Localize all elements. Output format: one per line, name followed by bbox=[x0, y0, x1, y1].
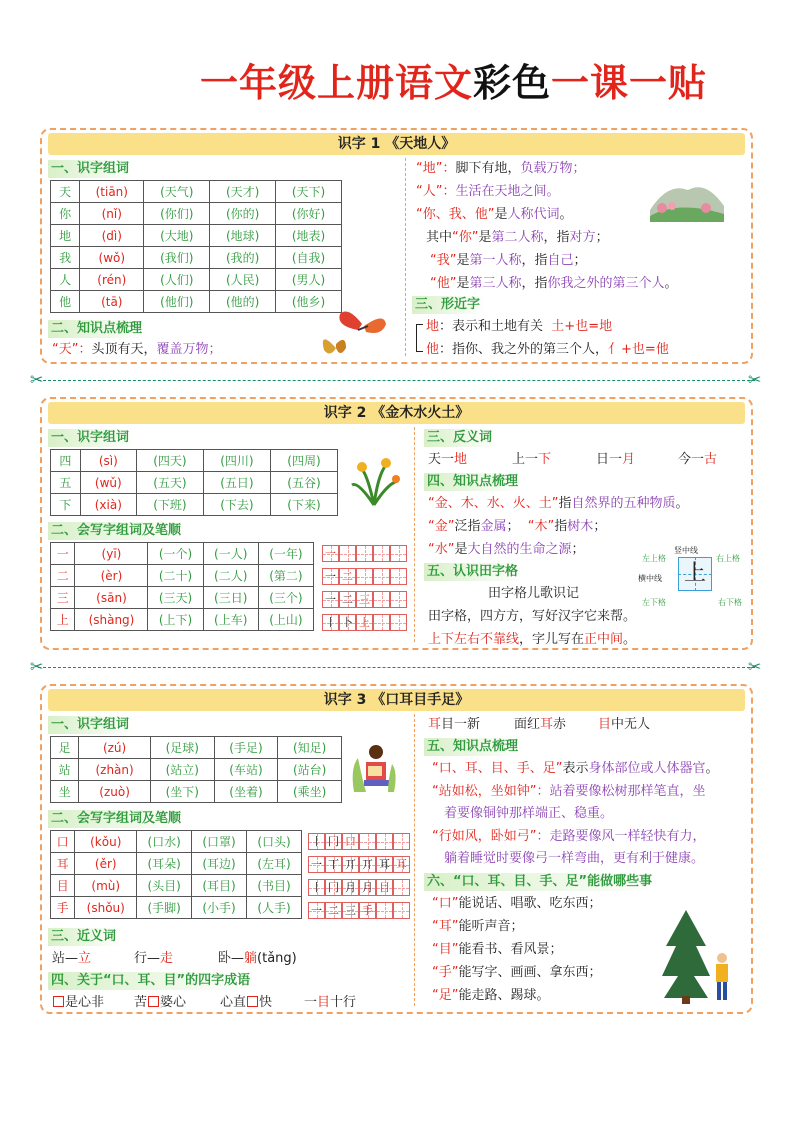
word-cell: (知足) bbox=[278, 737, 342, 759]
tianzige-cell bbox=[325, 879, 342, 896]
tianzige-cell bbox=[359, 879, 376, 896]
char-cell: 一 bbox=[51, 543, 75, 565]
lesson2-write-table bbox=[50, 542, 314, 631]
lesson1-heading: 识字 1 《天地人》 bbox=[48, 133, 745, 155]
lesson3-synonyms: 站—立 bbox=[52, 951, 92, 966]
tianzige-cell bbox=[373, 591, 390, 608]
butterfly-icon bbox=[318, 304, 388, 360]
tianzige-cell bbox=[373, 568, 390, 585]
landscape-icon bbox=[648, 176, 726, 224]
char-cell: 耳 bbox=[51, 853, 75, 875]
table-row bbox=[51, 472, 338, 494]
word-cell: (你的) bbox=[210, 203, 276, 225]
tianzige-cell bbox=[376, 856, 393, 873]
lesson3-k3b: 躺着睡觉时要像弓一样弯曲，更有利于健康。 bbox=[444, 851, 705, 866]
char-cell: 人 bbox=[51, 269, 80, 291]
word-cell: (他乡) bbox=[276, 291, 342, 313]
lesson1-card bbox=[40, 128, 753, 364]
lesson1-sec3: 三、形近字 bbox=[412, 296, 486, 314]
pinyin-cell: (sì) bbox=[80, 450, 136, 472]
stroke-step: 冂 bbox=[328, 881, 339, 894]
lesson3-idiom-ears: 耳目一新 bbox=[428, 717, 481, 732]
stroke-step: 一 bbox=[325, 570, 336, 583]
word-cell: (天下) bbox=[276, 181, 342, 203]
lesson1-sec2: 二、知识点梳理 bbox=[48, 320, 148, 338]
word-cell: (第二) bbox=[258, 565, 313, 587]
char-cell: 他 bbox=[51, 291, 80, 313]
pinyin-cell: (tā) bbox=[80, 291, 144, 313]
pinyin-cell: (yī) bbox=[75, 543, 148, 565]
word-cell: (人手) bbox=[247, 897, 302, 919]
stroke-order-grid bbox=[308, 856, 410, 873]
word-cell: (耳目) bbox=[192, 875, 247, 897]
pinyin-cell: (ěr) bbox=[75, 853, 137, 875]
stroke-step: 手 bbox=[362, 904, 373, 917]
tianzige-cell bbox=[390, 614, 407, 631]
stroke-step: 口 bbox=[345, 835, 356, 848]
word-cell: (小手) bbox=[192, 897, 247, 919]
tianzige-cell bbox=[376, 879, 393, 896]
tianzige-cell bbox=[322, 545, 339, 562]
word-cell: (地球) bbox=[210, 225, 276, 247]
lesson1-xj1: 地：表示和土地有关 土+也=地 bbox=[426, 319, 613, 334]
word-cell: (口头) bbox=[247, 831, 302, 853]
word-cell: (你好) bbox=[276, 203, 342, 225]
table-row bbox=[51, 494, 338, 516]
lesson3-sec6: 六、“口、耳、目、手、足”能做哪些事 bbox=[424, 873, 658, 891]
lesson2-song-title: 田字格儿歌识记 bbox=[488, 586, 580, 601]
tianzige-cell bbox=[322, 591, 339, 608]
lesson1-word-table bbox=[50, 180, 342, 313]
word-cell: (上下) bbox=[148, 609, 203, 631]
cut-line-2 bbox=[38, 667, 755, 668]
stroke-step: 丌 bbox=[362, 858, 373, 871]
word-cell: (下班) bbox=[136, 494, 203, 516]
word-cell: (一人) bbox=[203, 543, 258, 565]
lesson3-k2b: 着要像铜钟那样端正、稳重。 bbox=[444, 806, 614, 821]
word-cell: (坐着) bbox=[214, 781, 278, 803]
stroke-step: 卜 bbox=[342, 616, 353, 629]
word-cell: (人民) bbox=[210, 269, 276, 291]
pinyin-cell: (mù) bbox=[75, 875, 137, 897]
scissors-icon: ✂ bbox=[30, 657, 44, 676]
tianzige-cell bbox=[339, 568, 356, 585]
lesson2-song2: 上下左右不靠线，字儿写在正中间。 bbox=[428, 632, 637, 647]
lesson1-ren-line: “人”：生活在天地之间。 bbox=[416, 184, 560, 199]
word-cell: (一个) bbox=[148, 543, 203, 565]
stroke-step: 丅 bbox=[328, 858, 339, 871]
stroke-step: 一 bbox=[325, 593, 336, 606]
word-cell: (耳边) bbox=[192, 853, 247, 875]
word-cell: (车站) bbox=[214, 759, 278, 781]
tianzige-cell bbox=[390, 591, 407, 608]
lesson2-song1: 田字格，四方方，写好汉字它来帮。 bbox=[428, 609, 637, 624]
stroke-step: 上 bbox=[359, 616, 370, 629]
lesson2-card: 识字 2 《金木水火土》 一、识字组词 四 (sì) (四天) (四川) (四周) 五 (wǔ) (五天) (五日) (五谷) 下 (xià) (下班) (下去) (下来) 二、会写字组词及笔顺 一 (yī) (一个) (一人) (一年) 二 (èr) (二十) (二人) (第二) 三 (sān) (三天) (三日) (三个) 上 (shàng) (上下) (上车) (上山) 一 一 二 一 二 三 丨 卜 上 三、反义词 天一地 上一下 日一月 今一古 四、知识点梳理 “金、木、水、火、土”指自然界的五种物质。 “金”泛指金属； “木”指树木； “水”是大自然的生命之源； 五、认识田字格 田字格儿歌识记 田字格，四方方，写好汉字它来帮。 上下左右不靠线，字儿写在正中间。 竖中线 左上格 右上格 横中线 左下格 右下格 上 bbox=[40, 397, 753, 650]
pinyin-cell: (zú) bbox=[79, 737, 151, 759]
word-cell: (手足) bbox=[214, 737, 278, 759]
tianzige-diagram: 竖中线 左上格 右上格 横中线 左下格 右下格 上 bbox=[638, 546, 742, 607]
char-cell: 坐 bbox=[51, 781, 79, 803]
lesson3-d4: “手”能写字、画画、拿东西； bbox=[432, 965, 602, 980]
word-cell: (左耳) bbox=[247, 853, 302, 875]
stroke-step: 丨 bbox=[311, 835, 322, 848]
word-cell: (五天) bbox=[136, 472, 203, 494]
stroke-order-grid bbox=[308, 833, 410, 850]
tianzige-cell bbox=[308, 902, 325, 919]
tianzige-cell bbox=[393, 833, 410, 850]
stroke-step: 二 bbox=[342, 570, 353, 583]
word-cell: (天气) bbox=[144, 181, 210, 203]
table-row bbox=[51, 247, 342, 269]
tianzige-cell bbox=[339, 545, 356, 562]
stroke-step: 冂 bbox=[328, 835, 339, 848]
lesson3-d2: “耳”能听声音； bbox=[432, 919, 524, 934]
stroke-step: 三 bbox=[359, 593, 370, 606]
char-cell: 地 bbox=[51, 225, 80, 247]
char-cell: 口 bbox=[51, 831, 75, 853]
lesson2-sec2: 二、会写字组词及笔顺 bbox=[48, 522, 187, 540]
table-row bbox=[51, 565, 314, 587]
word-cell: (耳朵) bbox=[137, 853, 192, 875]
lesson3-d5: “足”能走路、踢球。 bbox=[432, 988, 550, 1003]
word-cell: (我的) bbox=[210, 247, 276, 269]
lesson3-sec4: 四、关于“口、耳、目”的四字成语 bbox=[48, 972, 256, 990]
tianzige-cell bbox=[342, 856, 359, 873]
pinyin-cell: (shǒu) bbox=[75, 897, 137, 919]
table-row bbox=[51, 781, 342, 803]
word-cell: (天才) bbox=[210, 181, 276, 203]
tianzige-cell bbox=[393, 856, 410, 873]
lesson3-k3: “行如风，卧如弓”：走路要像风一样轻快有力， bbox=[432, 829, 706, 844]
stroke-order-grid bbox=[322, 545, 407, 562]
word-cell: (地表) bbox=[276, 225, 342, 247]
stroke-step: 三 bbox=[345, 904, 356, 917]
lesson1-di-line: “地”：脚下有地，负载万物； bbox=[416, 161, 586, 176]
word-cell: (他的) bbox=[210, 291, 276, 313]
tianzige-cell bbox=[373, 614, 390, 631]
tianzige-cell bbox=[390, 568, 407, 585]
stroke-step: 目 bbox=[379, 881, 390, 894]
word-cell: (乘坐) bbox=[278, 781, 342, 803]
scissors-icon: ✂ bbox=[30, 370, 44, 389]
table-row bbox=[51, 269, 342, 291]
lesson3-k1: “口、耳、目、手、足”表示身体部位或人体器官。 bbox=[432, 761, 719, 776]
tianzige-cell bbox=[359, 856, 376, 873]
char-cell: 下 bbox=[51, 494, 81, 516]
lesson3-sec5: 五、知识点梳理 bbox=[424, 738, 524, 756]
stroke-step: 丌 bbox=[345, 858, 356, 871]
word-cell: (下来) bbox=[270, 494, 337, 516]
stroke-step: 一 bbox=[311, 904, 322, 917]
stroke-step: 丨 bbox=[311, 881, 322, 894]
lesson1-wo-line: “我”是第一人称，指自己； bbox=[430, 253, 587, 268]
word-cell: (四周) bbox=[270, 450, 337, 472]
tianzige-cell bbox=[308, 856, 325, 873]
tianzige-cell bbox=[342, 879, 359, 896]
lesson2-sec4: 四、知识点梳理 bbox=[424, 473, 524, 491]
word-cell: (人们) bbox=[144, 269, 210, 291]
lesson2-heading: 识字 2 《金木水火土》 bbox=[48, 402, 745, 424]
word-cell: (上车) bbox=[203, 609, 258, 631]
tianzige-cell bbox=[356, 614, 373, 631]
char-cell: 四 bbox=[51, 450, 81, 472]
lesson2-sec5: 五、认识田字格 bbox=[424, 563, 524, 581]
word-cell: (头目) bbox=[137, 875, 192, 897]
tianzige-cell bbox=[376, 902, 393, 919]
pinyin-cell: (kǒu) bbox=[75, 831, 137, 853]
tianzige-cell bbox=[325, 856, 342, 873]
table-row bbox=[51, 203, 342, 225]
char-cell: 二 bbox=[51, 565, 75, 587]
pinyin-cell: (nǐ) bbox=[80, 203, 144, 225]
stroke-order-grid bbox=[308, 879, 410, 896]
pinyin-cell: (zuò) bbox=[79, 781, 151, 803]
table-row bbox=[51, 450, 338, 472]
char-cell: 手 bbox=[51, 897, 75, 919]
char-cell: 三 bbox=[51, 587, 75, 609]
stroke-order-grid bbox=[308, 902, 410, 919]
char-cell: 目 bbox=[51, 875, 75, 897]
pinyin-cell: (xià) bbox=[80, 494, 136, 516]
lesson1-sec1: 一、识字组词 bbox=[48, 160, 135, 178]
word-cell: (自我) bbox=[276, 247, 342, 269]
table-row bbox=[51, 853, 302, 875]
tianzige-cell bbox=[325, 833, 342, 850]
word-cell: (足球) bbox=[150, 737, 214, 759]
tianzige-cell bbox=[359, 833, 376, 850]
tianzige-cell bbox=[322, 614, 339, 631]
tianzige-char: 上 bbox=[683, 561, 706, 586]
tianzige-cell bbox=[342, 902, 359, 919]
lesson1-xj2: 他：指你、我之外的第三个人，亻+也=他 bbox=[426, 342, 669, 357]
table-row bbox=[51, 759, 342, 781]
lesson1-ni-line: 其中“你”是第二人称，指对方； bbox=[426, 230, 609, 245]
table-row bbox=[51, 875, 302, 897]
tianzige-cell bbox=[359, 902, 376, 919]
pinyin-cell: (èr) bbox=[75, 565, 148, 587]
tianzige-cell bbox=[356, 591, 373, 608]
table-row bbox=[51, 181, 342, 203]
word-cell: (四川) bbox=[203, 450, 270, 472]
word-cell: (站台) bbox=[278, 759, 342, 781]
lesson3-card: 识字 3 《口耳目手足》 一、识字组词 足 (zú) (足球) (手足) (知足) 站 (zhàn) (站立) (车站) (站台) 坐 (zuò) (坐下) (坐着) (乘坐) 二、会写字组词及笔顺 口 (kǒu) (口水) (口罩) (口头) 耳 (ěr) (耳朵) (耳边) (左耳) 目 (mù) (头目) (耳目) (书目) 手 (shǒu) (手脚) (小手) (人手) 丨 冂 口 一 丅 丌 丌 耳 耳 丨 冂 月 月 目 一 二 三 手 三、近义词 站—立 行—走 卧—躺(tǎng) 四、关于“口、耳、目”的四字成语 是心非 苦 婆心 心直 快 一目十行 耳目一新 面红耳赤 目中无人 五、知识点梳理 “口、耳、目、手、足”表示身体部位或人体器官。 “站如松，坐如钟”：站着要像松树那样笔直，坐 着要像铜钟那样端正、稳重。 “行如风，卧如弓”：走路要像风一样轻快有力， 躺着睡觉时要像弓一样弯曲，更有利于健康。 六、“口、耳、目、手、足”能做哪些事 “口”能说话、唱歌、吃东西； “耳”能听声音； “目”能看书、看风景； “手”能写字、画画、拿东西； “足”能走路、踢球。 bbox=[40, 684, 753, 1014]
table-row bbox=[51, 609, 314, 631]
tianzige-cell bbox=[325, 902, 342, 919]
lesson2-word-table bbox=[50, 449, 338, 516]
stroke-step: 二 bbox=[328, 904, 339, 917]
word-cell: (口水) bbox=[137, 831, 192, 853]
stroke-step: 二 bbox=[342, 593, 353, 606]
word-cell: (一年) bbox=[258, 543, 313, 565]
word-cell: (五谷) bbox=[270, 472, 337, 494]
table-row bbox=[51, 831, 302, 853]
stroke-step: 一 bbox=[325, 547, 336, 560]
stroke-order-grid bbox=[322, 591, 407, 608]
char-cell: 上 bbox=[51, 609, 75, 631]
table-row bbox=[51, 543, 314, 565]
word-cell: (手脚) bbox=[137, 897, 192, 919]
stroke-step: 月 bbox=[362, 881, 373, 894]
word-cell: (三个) bbox=[258, 587, 313, 609]
table-row bbox=[51, 897, 302, 919]
lesson2-k2: “金”泛指金属； “木”指树木； bbox=[428, 519, 607, 534]
stroke-step: 耳 bbox=[379, 858, 390, 871]
word-cell: (站立) bbox=[150, 759, 214, 781]
tianzige-cell bbox=[373, 545, 390, 562]
word-cell: (五日) bbox=[203, 472, 270, 494]
lesson1-pronoun-line: “你、我、他”是人称代词。 bbox=[416, 207, 573, 222]
word-cell: (三日) bbox=[203, 587, 258, 609]
char-cell: 天 bbox=[51, 181, 80, 203]
table-row bbox=[51, 225, 342, 247]
pinyin-cell: (zhàn) bbox=[79, 759, 151, 781]
tianzige-cell bbox=[308, 833, 325, 850]
page-title: 一年级上册语文彩色一课一贴 bbox=[200, 61, 708, 105]
word-cell: (书目) bbox=[247, 875, 302, 897]
pinyin-cell: (wǒ) bbox=[80, 247, 144, 269]
lesson3-d3: “目”能看书、看风景； bbox=[432, 942, 563, 957]
tianzige-cell bbox=[322, 568, 339, 585]
word-cell: (坐下) bbox=[150, 781, 214, 803]
tree-and-boy-icon bbox=[660, 906, 740, 1006]
reading-girl-icon bbox=[348, 738, 402, 794]
table-row bbox=[51, 587, 314, 609]
tianzige-cell bbox=[342, 833, 359, 850]
word-cell: (四天) bbox=[136, 450, 203, 472]
lesson3-idioms: 是心非 bbox=[52, 994, 104, 1012]
word-cell: (我们) bbox=[144, 247, 210, 269]
stroke-step: 一 bbox=[311, 858, 322, 871]
stroke-step: 耳 bbox=[396, 858, 407, 871]
word-cell: (他们) bbox=[144, 291, 210, 313]
scissors-icon: ✂ bbox=[748, 370, 762, 389]
stroke-step: 月 bbox=[345, 881, 356, 894]
tianzige-cell bbox=[393, 879, 410, 896]
lesson3-sec2: 二、会写字组词及笔顺 bbox=[48, 810, 187, 828]
word-cell: (男人) bbox=[276, 269, 342, 291]
char-cell: 我 bbox=[51, 247, 80, 269]
lesson1-tian-line: “天”：头顶有天，覆盖万物； bbox=[52, 342, 222, 357]
char-cell: 足 bbox=[51, 737, 79, 759]
word-cell: (三天) bbox=[148, 587, 203, 609]
lesson2-antonyms: 天一地 bbox=[428, 452, 468, 467]
lesson2-sec3: 三、反义词 bbox=[424, 429, 498, 447]
word-cell: (下去) bbox=[203, 494, 270, 516]
tianzige-cell bbox=[339, 591, 356, 608]
cut-line-1 bbox=[38, 380, 755, 381]
lesson3-sec1: 一、识字组词 bbox=[48, 716, 135, 734]
lesson2-k1: “金、木、水、火、土”指自然界的五种物质。 bbox=[428, 496, 689, 511]
word-cell: (大地) bbox=[144, 225, 210, 247]
lesson3-sec3: 三、近义词 bbox=[48, 928, 122, 946]
pinyin-cell: (tiān) bbox=[80, 181, 144, 203]
lesson3-k2: “站如松，坐如钟”：站着要像松树那样笔直，坐 bbox=[432, 784, 706, 799]
char-cell: 你 bbox=[51, 203, 80, 225]
lesson2-k3: “水”是大自然的生命之源； bbox=[428, 542, 585, 557]
tianzige-cell bbox=[393, 902, 410, 919]
lesson3-write-table bbox=[50, 830, 302, 919]
tianzige-cell bbox=[376, 833, 393, 850]
pinyin-cell: (dì) bbox=[80, 225, 144, 247]
word-cell: (二人) bbox=[203, 565, 258, 587]
pinyin-cell: (shàng) bbox=[75, 609, 148, 631]
table-row bbox=[51, 291, 342, 313]
word-cell: (二十) bbox=[148, 565, 203, 587]
tianzige-cell bbox=[308, 879, 325, 896]
tianzige-cell bbox=[339, 614, 356, 631]
tianzige-cell bbox=[356, 545, 373, 562]
lesson3-word-table bbox=[50, 736, 342, 803]
scissors-icon: ✂ bbox=[748, 657, 762, 676]
table-row bbox=[51, 737, 342, 759]
lesson1-ta-line: “他”是第三人称，指你我之外的第三个人。 bbox=[430, 276, 678, 291]
lesson3-d1: “口”能说话、唱歌、吃东西； bbox=[432, 896, 602, 911]
plant-icon bbox=[348, 451, 402, 507]
lesson2-sec1: 一、识字组词 bbox=[48, 429, 135, 447]
tianzige-cell bbox=[356, 568, 373, 585]
char-cell: 站 bbox=[51, 759, 79, 781]
stroke-order-grid bbox=[322, 614, 407, 631]
stroke-order-grid bbox=[322, 568, 407, 585]
tianzige-cell bbox=[390, 545, 407, 562]
word-cell: (上山) bbox=[258, 609, 313, 631]
stroke-step: 丨 bbox=[325, 616, 336, 629]
word-cell: (你们) bbox=[144, 203, 210, 225]
pinyin-cell: (wǔ) bbox=[80, 472, 136, 494]
word-cell: (口罩) bbox=[192, 831, 247, 853]
char-cell: 五 bbox=[51, 472, 81, 494]
pinyin-cell: (sān) bbox=[75, 587, 148, 609]
pinyin-cell: (rén) bbox=[80, 269, 144, 291]
lesson3-heading: 识字 3 《口耳目手足》 bbox=[48, 689, 745, 711]
